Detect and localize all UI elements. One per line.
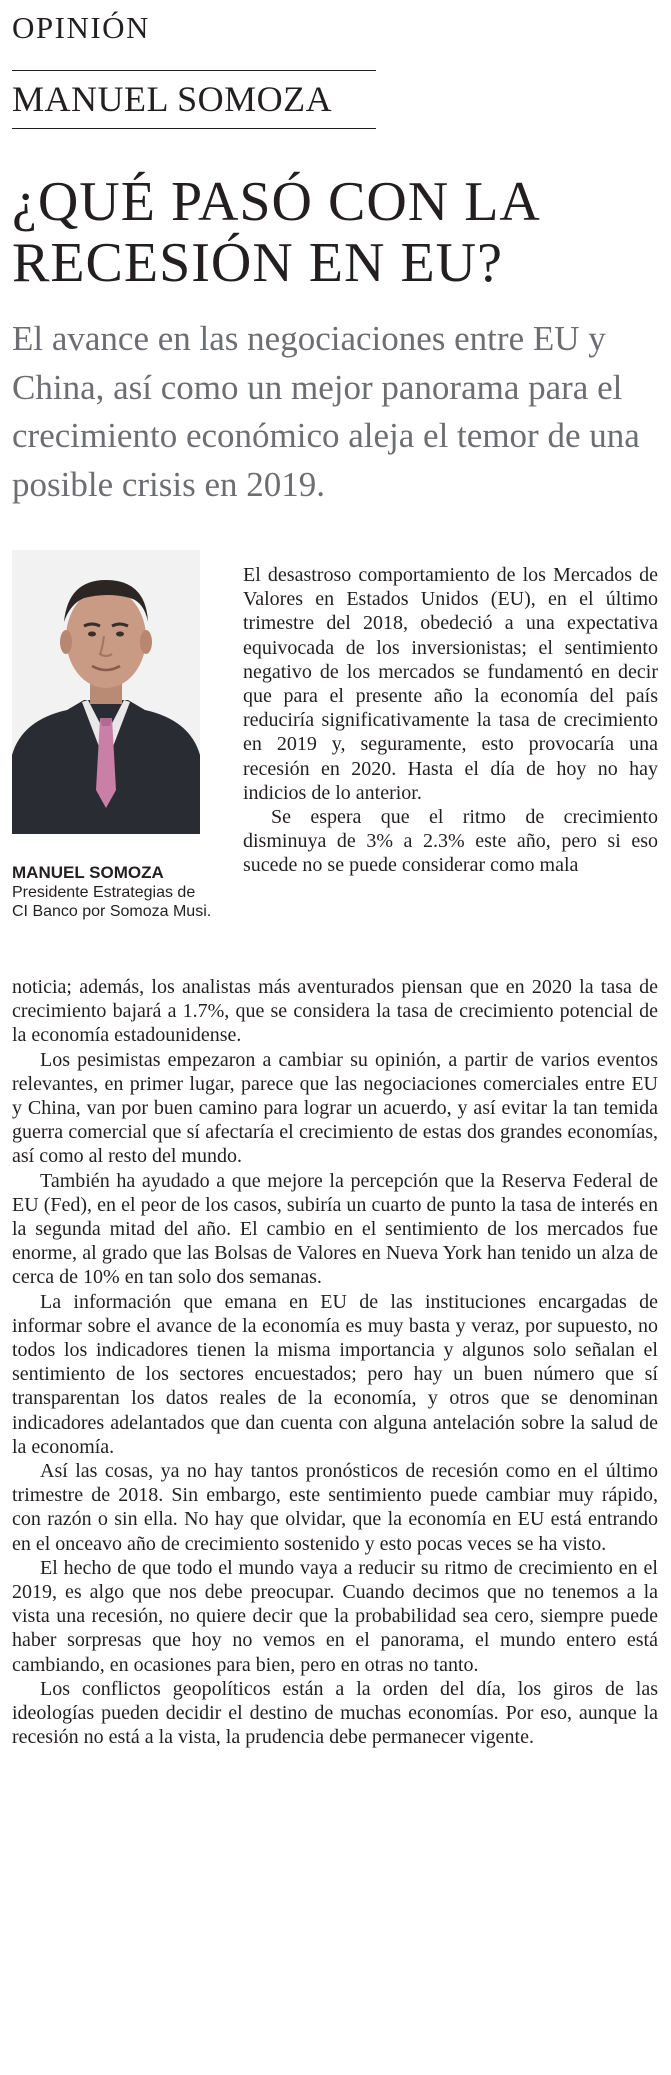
article-deck: El avance en las negociaciones entre EU y China, así como un mejor panorama para el crecimiento económico aleja el temor de una posible crisis en 2019. — [12, 319, 640, 504]
bio-title: Presidente Estrategias de CI Banco por Somoza Musi. — [12, 884, 212, 920]
author-photo — [12, 550, 200, 834]
section-label: OPINIÓN — [12, 10, 150, 45]
author-heading: MANUEL SOMOZA — [12, 79, 333, 119]
bio-name: MANUEL SOMOZA — [12, 863, 164, 882]
body-paragraph: Así las cosas, ya no hay tantos pronósticos de recesión como en el último trimestre de 2018. Sin embargo, este sentimiento puede cambiar muy rápido, con razón o sin ella. No hay que olvidar, que la economía en EU está entrando en el onceavo año de crecimiento sostenido y esto pocas veces se ha visto. — [12, 1460, 658, 1555]
body-paragraph-continued: noticia; además, los analistas más aventurados piensan que en 2020 la tasa de crecimiento bajará a 1.7%, que se considera la tasa de crecimiento potencial de la economía estadounidense. — [12, 976, 658, 1047]
body-paragraph: También ha ayudado a que mejore la percepción que la Reserva Federal de EU (Fed), en el peor de los casos, subiría un cuarto de punto la tasa de interés en la segunda mitad del año. El cambio en el sentimiento de los mercados fue enorme, al grado que las Bolsas de Valores en Nueva York han tenido un alza de cerca de 10% en tan solo dos semanas. — [12, 1169, 658, 1289]
article-headline: ¿QUÉ PASÓ CON LA RECESIÓN EN EU? — [12, 171, 538, 294]
author-bio — [12, 863, 212, 921]
body-paragraph: Los conflictos geopolíticos están a la orden del día, los giros de las ideologías pueden decidir el destino de muchas economías. Por eso, aunque la recesión no está a la vista, la prudencia debe permanecer vigente. — [12, 1677, 658, 1749]
article-body-full-column — [12, 975, 658, 1750]
body-paragraph: Se espera que el ritmo de crecimiento disminuya de 3% a 2.3% este año, pero si eso sucede no se puede considerar como mala — [243, 806, 658, 877]
body-paragraph: La información que emana en EU de las instituciones encargadas de informar sobre el avance de la economía es muy basta y veraz, por supuesto, no todos los indicadores tienen la misma importancia y algunos solo señalan el sentimiento de los sectores encuestados; pero hay un buen número que sí transparentan los datos reales de la economía, y otros que se denominan indicadores adelantados que dan cuenta con alguna antelación sobre la salud de la economía. — [12, 1290, 658, 1458]
body-paragraph: Los pesimistas empezaron a cambiar su opinión, a partir de varios eventos relevantes, en primer lugar, parece que las negociaciones comerciales entre EU y China, van por buen camino para lograr un acuerdo, y así evitar la tan temida guerra comercial que sí afectaría el crecimiento de estas dos grandes economías, así como al resto del mundo. — [12, 1048, 658, 1168]
article-body-narrow-column — [243, 563, 658, 878]
body-paragraph: El hecho de que todo el mundo vaya a reducir su ritmo de crecimiento en el 2019, es algo que nos debe preocupar. Cuando decimos que no tenemos a la vista una recesión, no quiere decir que la probabilidad sea cero, siempre puede haber sorpresas que hoy no vemos en el panorama, el mundo entero está cambiando, en ocasiones para bien, pero en otras no tanto. — [12, 1556, 658, 1676]
section-divider — [12, 70, 376, 71]
body-paragraph: El desastroso comportamiento de los Mercados de Valores en Estados Unidos (EU), en el último trimestre del 2018, obedeció a una expectativa equivocada de los inversionistas; el sentimiento negativo de los mercados se fundamentó en decir que para el presente año la economía del país reduciría significativamente la tasa de crecimiento en 2019 y, seguramente, esto provocaría una recesión en 2020. Hasta el día de hoy no hay indicios de lo anterior. — [243, 564, 658, 804]
author-divider — [12, 128, 376, 129]
